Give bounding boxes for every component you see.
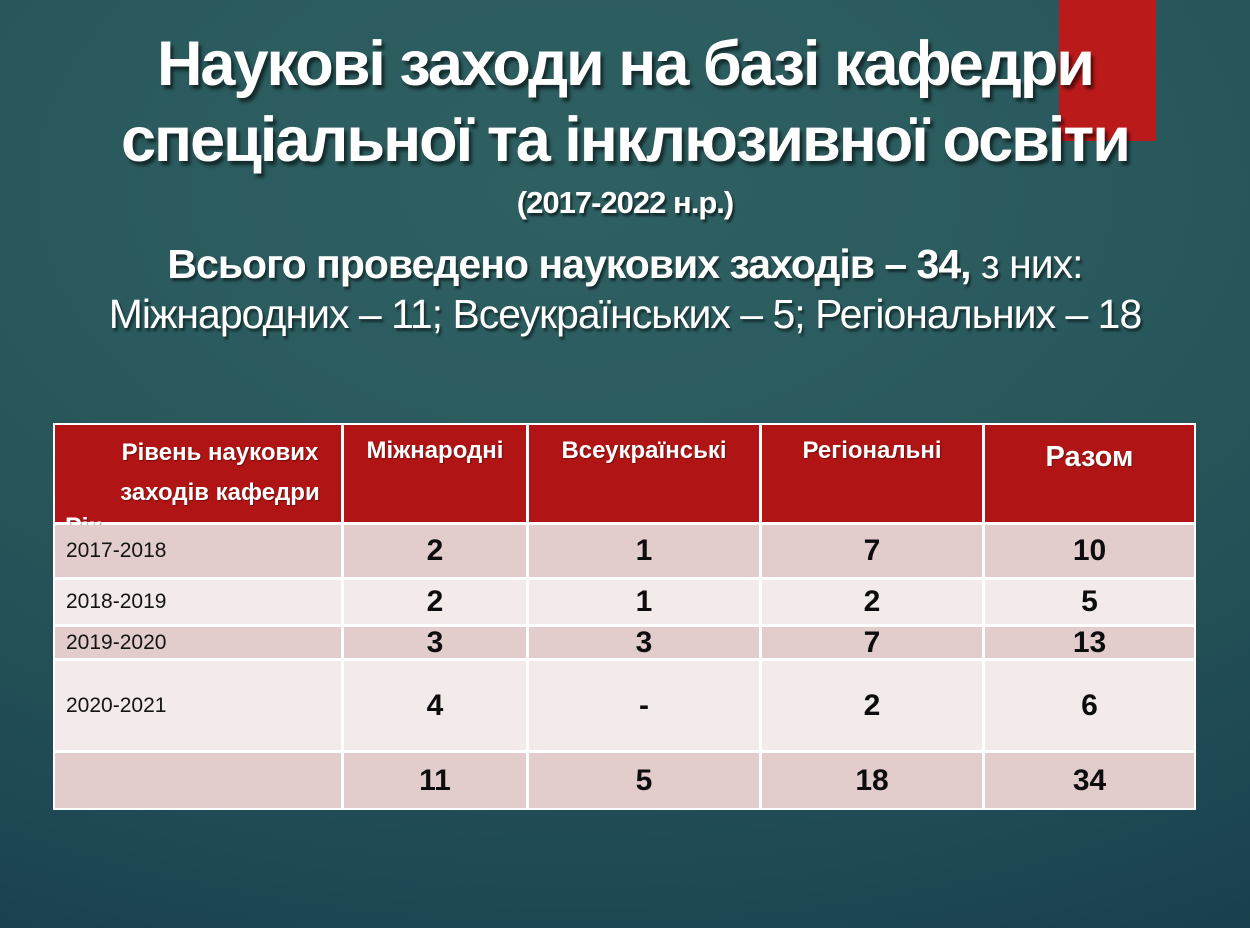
table-cell-value: 7 <box>762 525 982 577</box>
summary-line1-bold: Всього проведено наукових заходів – 34, <box>167 241 971 287</box>
slide-subtitle: (2017-2022 н.р.) <box>516 185 734 220</box>
corner-level-label: Рівень наукових заходів кафедри <box>120 439 320 506</box>
table-cell-value: 4 <box>344 661 526 750</box>
table-total-value: 18 <box>762 753 982 808</box>
table-cell-value: 2 <box>344 580 526 624</box>
slide-title-line1: Наукові заходи на базі кафедри <box>156 29 1094 99</box>
table-cell-value: 1 <box>529 580 759 624</box>
summary-line1 <box>0 241 1250 288</box>
table-cell-value: 7 <box>762 627 982 658</box>
table-cell-value: 10 <box>985 525 1194 577</box>
table-cell-value: 6 <box>985 661 1194 750</box>
table-cell-value: 3 <box>529 627 759 658</box>
title-block <box>0 26 1250 221</box>
table-cell-value: 13 <box>985 627 1194 658</box>
table-total-value: 34 <box>985 753 1194 808</box>
table-cell-value: 3 <box>344 627 526 658</box>
column-header-total: Разом <box>985 425 1194 522</box>
table-cell-value: 5 <box>985 580 1194 624</box>
table-cell-value: 2 <box>762 580 982 624</box>
table-total-value: 5 <box>529 753 759 808</box>
column-header-regional: Регіональні <box>762 425 982 522</box>
slide-title <box>0 26 1250 178</box>
table-total-value: 11 <box>344 753 526 808</box>
summary-block <box>0 241 1250 338</box>
table-row-year: 2020-2021 <box>55 661 341 750</box>
summary-line2: Міжнародних – 11; Всеукраїнських – 5; Регіональних – 18 <box>108 291 1142 337</box>
slide-title-line2: спеціальної та інклюзивної освіти <box>120 105 1129 175</box>
column-header-allukrainian: Всеукраїнські <box>529 425 759 522</box>
table-row-year: 2017-2018 <box>55 525 341 577</box>
table-row-year: 2019-2020 <box>55 627 341 658</box>
table-cell-value: 2 <box>344 525 526 577</box>
table-cell-value: - <box>529 661 759 750</box>
table-row-year: 2018-2019 <box>55 580 341 624</box>
summary-line1-regular: з них: <box>970 241 1083 287</box>
table-total-label <box>55 753 341 808</box>
table-cell-value: 2 <box>762 661 982 750</box>
table-corner-header <box>55 425 341 522</box>
events-table <box>53 423 1196 810</box>
table-cell-value: 1 <box>529 525 759 577</box>
column-header-international: Міжнародні <box>344 425 526 522</box>
